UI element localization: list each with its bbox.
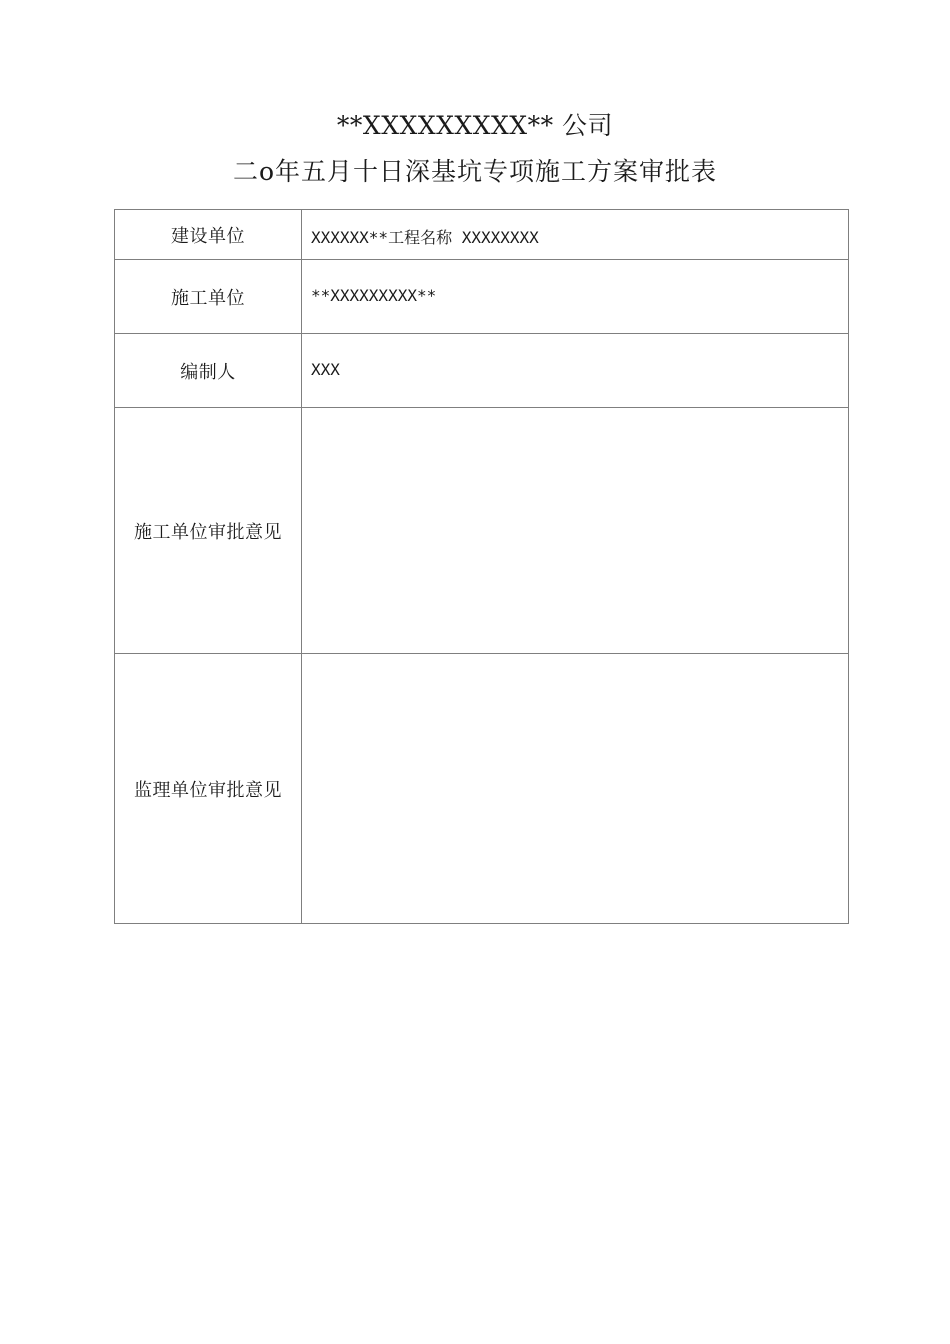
- label-contractor-unit: 施工单位: [115, 260, 302, 334]
- value-contractor-approval[interactable]: [302, 408, 849, 654]
- value-construction-unit[interactable]: [302, 210, 849, 260]
- value-contractor-unit[interactable]: [302, 260, 849, 334]
- table-row-contractor-unit: [115, 260, 849, 334]
- label-supervisor-approval: 监理单位审批意见: [115, 654, 302, 924]
- label-construction-unit: 建设单位: [115, 210, 302, 260]
- table-row-construction-unit: [115, 210, 849, 260]
- company-title: **XXXXXXXXX** 公司: [336, 111, 614, 140]
- approval-form-table: [114, 209, 849, 924]
- value-supervisor-approval[interactable]: [302, 654, 849, 924]
- value-author[interactable]: [302, 334, 849, 408]
- table-row-author: [115, 334, 849, 408]
- value-construction-unit-text: XXXXXX**工程名称 XXXXXXXX: [311, 228, 539, 247]
- value-author-text: XXX: [311, 360, 340, 379]
- label-author: 编制人: [115, 334, 302, 408]
- table-row-supervisor-approval: [115, 654, 849, 924]
- value-contractor-unit-text: **XXXXXXXXX**: [311, 286, 437, 305]
- table-row-contractor-approval: [115, 408, 849, 654]
- label-contractor-approval: 施工单位审批意见: [115, 408, 302, 654]
- form-title: 二o年五月十日深基坑专项施工方案审批表: [232, 157, 718, 186]
